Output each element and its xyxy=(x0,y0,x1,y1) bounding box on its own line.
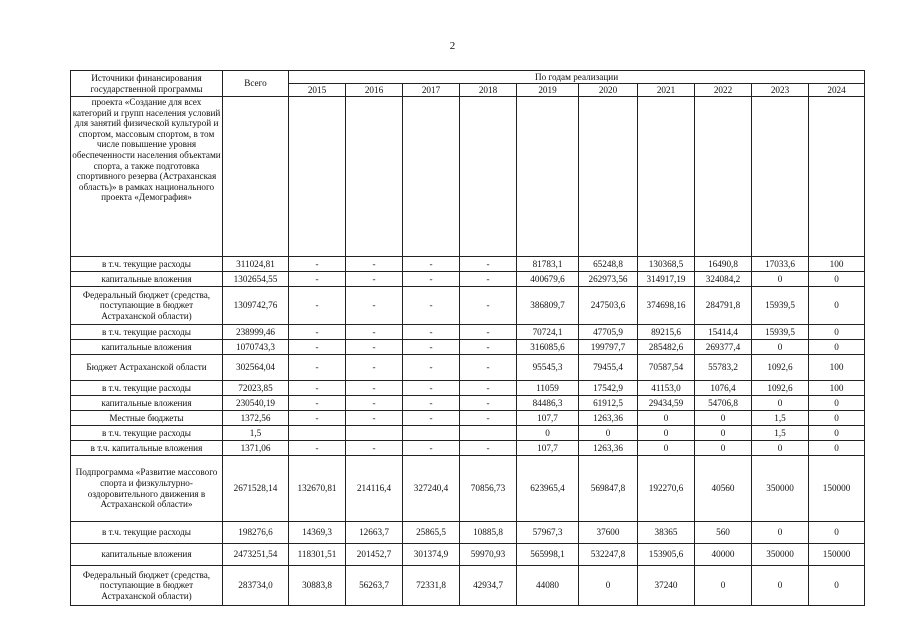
row-value: - xyxy=(346,396,403,411)
header-year: 2022 xyxy=(695,84,752,97)
row-total: 238999,46 xyxy=(223,325,289,340)
row-value: 100 xyxy=(809,257,865,272)
row-value: 70724,1 xyxy=(517,325,579,340)
row-value: 56263,7 xyxy=(346,566,403,606)
row-value: 79455,4 xyxy=(579,355,638,381)
row-value: 0 xyxy=(695,426,752,441)
row-value: 0 xyxy=(809,522,865,544)
row-value: 1092,6 xyxy=(752,355,809,381)
row-value xyxy=(809,97,865,257)
row-value: 37240 xyxy=(638,566,695,606)
row-value: - xyxy=(289,396,346,411)
row-value: 40000 xyxy=(695,544,752,566)
row-label: капитальные вложения xyxy=(71,340,223,355)
row-value: 17033,6 xyxy=(752,257,809,272)
row-total: 311024,81 xyxy=(223,257,289,272)
row-value xyxy=(695,97,752,257)
header-total: Всего xyxy=(223,71,289,97)
row-value: 247503,6 xyxy=(579,287,638,325)
header-year: 2020 xyxy=(579,84,638,97)
row-value: 284791,8 xyxy=(695,287,752,325)
row-value: 374698,16 xyxy=(638,287,695,325)
row-value: 100 xyxy=(809,381,865,396)
row-value xyxy=(403,97,460,257)
row-value: - xyxy=(403,257,460,272)
row-value: 386809,7 xyxy=(517,287,579,325)
row-value: - xyxy=(460,287,517,325)
row-label: в т.ч. текущие расходы xyxy=(71,257,223,272)
row-value: - xyxy=(460,340,517,355)
table-row xyxy=(71,441,865,456)
row-total xyxy=(223,97,289,257)
row-value: 107,7 xyxy=(517,441,579,456)
row-value: 57967,3 xyxy=(517,522,579,544)
row-value: - xyxy=(346,411,403,426)
table-body xyxy=(71,97,865,606)
row-value: 107,7 xyxy=(517,411,579,426)
row-value: - xyxy=(289,287,346,325)
row-value: 0 xyxy=(809,426,865,441)
row-total: 2671528,14 xyxy=(223,456,289,522)
row-value: 153905,6 xyxy=(638,544,695,566)
row-value: - xyxy=(403,287,460,325)
row-value: 0 xyxy=(695,566,752,606)
row-value: 560 xyxy=(695,522,752,544)
row-value: - xyxy=(289,325,346,340)
header-year: 2023 xyxy=(752,84,809,97)
row-value: - xyxy=(346,355,403,381)
row-value: - xyxy=(346,441,403,456)
table-row xyxy=(71,381,865,396)
row-value: 29434,59 xyxy=(638,396,695,411)
row-value xyxy=(752,97,809,257)
row-label: Местные бюджеты xyxy=(71,411,223,426)
row-value: 15939,5 xyxy=(752,287,809,325)
row-total: 1302654,55 xyxy=(223,272,289,287)
row-value: - xyxy=(403,340,460,355)
row-value: 12663,7 xyxy=(346,522,403,544)
row-value: 0 xyxy=(809,325,865,340)
row-value: 0 xyxy=(579,426,638,441)
row-value: 38365 xyxy=(638,522,695,544)
row-value: 11059 xyxy=(517,381,579,396)
header-year: 2021 xyxy=(638,84,695,97)
row-value: 65248,8 xyxy=(579,257,638,272)
row-value: - xyxy=(403,381,460,396)
row-value: 532247,8 xyxy=(579,544,638,566)
row-value: - xyxy=(289,272,346,287)
row-label: в т.ч. текущие расходы xyxy=(71,426,223,441)
row-value: - xyxy=(346,325,403,340)
row-label: капитальные вложения xyxy=(71,396,223,411)
table-row xyxy=(71,411,865,426)
row-value: 0 xyxy=(752,566,809,606)
row-value: 118301,51 xyxy=(289,544,346,566)
row-value: 72331,8 xyxy=(403,566,460,606)
row-value: 1076,4 xyxy=(695,381,752,396)
row-value xyxy=(460,97,517,257)
row-label: в т.ч. текущие расходы xyxy=(71,381,223,396)
table-row xyxy=(71,340,865,355)
row-value: - xyxy=(289,381,346,396)
table-row xyxy=(71,396,865,411)
row-value xyxy=(403,426,460,441)
row-value: 1263,36 xyxy=(579,441,638,456)
row-value: - xyxy=(346,381,403,396)
row-value: 1,5 xyxy=(752,411,809,426)
row-value: 0 xyxy=(517,426,579,441)
header-year: 2018 xyxy=(460,84,517,97)
table-row xyxy=(71,522,865,544)
row-value xyxy=(460,426,517,441)
row-value: 130368,5 xyxy=(638,257,695,272)
row-value: 55783,2 xyxy=(695,355,752,381)
row-value: 100 xyxy=(809,355,865,381)
row-value: 0 xyxy=(752,441,809,456)
row-value xyxy=(517,97,579,257)
row-value: 30883,8 xyxy=(289,566,346,606)
row-value xyxy=(289,97,346,257)
row-value: 262973,56 xyxy=(579,272,638,287)
table-header xyxy=(71,71,865,97)
row-total: 1309742,76 xyxy=(223,287,289,325)
row-value: - xyxy=(289,257,346,272)
row-value: 192270,6 xyxy=(638,456,695,522)
row-value: - xyxy=(346,287,403,325)
row-value xyxy=(289,426,346,441)
row-value: 0 xyxy=(638,411,695,426)
row-total: 302564,04 xyxy=(223,355,289,381)
row-value: - xyxy=(460,272,517,287)
row-label: в т.ч. текущие расходы xyxy=(71,522,223,544)
row-value: 0 xyxy=(752,522,809,544)
row-total: 1070743,3 xyxy=(223,340,289,355)
row-value xyxy=(346,97,403,257)
page-number: 2 xyxy=(449,40,456,52)
row-value: 150000 xyxy=(809,456,865,522)
row-total: 1,5 xyxy=(223,426,289,441)
row-value: 0 xyxy=(809,396,865,411)
row-value: - xyxy=(403,325,460,340)
row-value: - xyxy=(346,257,403,272)
row-value: - xyxy=(289,411,346,426)
row-label: Федеральный бюджет (средства, поступающие в бюджет Астраханской области) xyxy=(71,566,223,606)
row-value: 0 xyxy=(638,441,695,456)
row-value: 0 xyxy=(695,411,752,426)
row-value: 400679,6 xyxy=(517,272,579,287)
row-value: 0 xyxy=(752,396,809,411)
row-value: - xyxy=(403,272,460,287)
row-value: 0 xyxy=(809,411,865,426)
row-value: 201452,7 xyxy=(346,544,403,566)
row-value: 16490,8 xyxy=(695,257,752,272)
row-label: капитальные вложения xyxy=(71,544,223,566)
row-value: 40560 xyxy=(695,456,752,522)
row-value: - xyxy=(403,396,460,411)
row-value: - xyxy=(460,355,517,381)
row-value xyxy=(638,97,695,257)
row-label: в т.ч. капитальные вложения xyxy=(71,441,223,456)
row-value: 324084,2 xyxy=(695,272,752,287)
row-value: - xyxy=(460,381,517,396)
row-value: 47705,9 xyxy=(579,325,638,340)
row-value: 25865,5 xyxy=(403,522,460,544)
row-value: 95545,3 xyxy=(517,355,579,381)
row-value: - xyxy=(460,257,517,272)
row-value: 15939,5 xyxy=(752,325,809,340)
row-label: Бюджет Астраханской области xyxy=(71,355,223,381)
row-value: - xyxy=(289,340,346,355)
table-row xyxy=(71,325,865,340)
row-total: 230540,19 xyxy=(223,396,289,411)
row-value: - xyxy=(403,441,460,456)
row-value: - xyxy=(403,411,460,426)
row-value: 44080 xyxy=(517,566,579,606)
row-value xyxy=(579,97,638,257)
row-label: проекта «Создание для всех категорий и групп населения условий для занятий физической культурой и спортом, массовым спортом, в том числе повышение уровня обеспеченности населения объектами спорта, а также подготовка спортивного резерва (Астраханская область)» в рамках национального проекта «Демография» xyxy=(71,97,223,257)
row-value: - xyxy=(460,441,517,456)
row-value: 54706,8 xyxy=(695,396,752,411)
row-value: 1263,36 xyxy=(579,411,638,426)
row-value: - xyxy=(346,272,403,287)
row-value: 0 xyxy=(809,272,865,287)
row-value: 350000 xyxy=(752,544,809,566)
row-value: 0 xyxy=(579,566,638,606)
row-value: 15414,4 xyxy=(695,325,752,340)
header-source: Источники финансирования государственной программы xyxy=(71,71,223,97)
financing-table xyxy=(70,70,865,606)
row-value: - xyxy=(460,411,517,426)
row-value: 1,5 xyxy=(752,426,809,441)
row-value: 350000 xyxy=(752,456,809,522)
row-value: - xyxy=(289,441,346,456)
row-value: 150000 xyxy=(809,544,865,566)
row-value: 81783,1 xyxy=(517,257,579,272)
row-value: 0 xyxy=(695,441,752,456)
row-value: 17542,9 xyxy=(579,381,638,396)
row-value: 132670,81 xyxy=(289,456,346,522)
row-value: 0 xyxy=(809,441,865,456)
row-value: 569847,8 xyxy=(579,456,638,522)
row-value: - xyxy=(346,340,403,355)
row-value: - xyxy=(460,396,517,411)
row-value: 285482,6 xyxy=(638,340,695,355)
row-label: в т.ч. текущие расходы xyxy=(71,325,223,340)
table-row xyxy=(71,257,865,272)
row-total: 1371,06 xyxy=(223,441,289,456)
row-value: 70587,54 xyxy=(638,355,695,381)
row-value: 59970,93 xyxy=(460,544,517,566)
table-row xyxy=(71,426,865,441)
row-total: 198276,6 xyxy=(223,522,289,544)
row-value: 269377,4 xyxy=(695,340,752,355)
row-value: 316085,6 xyxy=(517,340,579,355)
row-value: - xyxy=(460,325,517,340)
table-row xyxy=(71,456,865,522)
table-row xyxy=(71,544,865,566)
row-label: Федеральный бюджет (средства, поступающие в бюджет Астраханской области) xyxy=(71,287,223,325)
row-value: 301374,9 xyxy=(403,544,460,566)
row-label: капитальные вложения xyxy=(71,272,223,287)
table-row xyxy=(71,566,865,606)
row-value xyxy=(346,426,403,441)
header-years-group: По годам реализации xyxy=(289,71,865,84)
header-year: 2024 xyxy=(809,84,865,97)
row-label: Подпрограмма «Развитие массового спорта и физкультурно-оздоровительного движения в Астраханской области» xyxy=(71,456,223,522)
row-value: 84486,3 xyxy=(517,396,579,411)
row-value: 70856,73 xyxy=(460,456,517,522)
row-total: 283734,0 xyxy=(223,566,289,606)
header-year: 2017 xyxy=(403,84,460,97)
table-row xyxy=(71,97,865,257)
row-value: 0 xyxy=(638,426,695,441)
row-value: - xyxy=(289,355,346,381)
row-value: 10885,8 xyxy=(460,522,517,544)
header-year: 2016 xyxy=(346,84,403,97)
header-year: 2019 xyxy=(517,84,579,97)
header-year: 2015 xyxy=(289,84,346,97)
table-row xyxy=(71,355,865,381)
row-value: 89215,6 xyxy=(638,325,695,340)
row-total: 72023,85 xyxy=(223,381,289,396)
row-value: - xyxy=(403,355,460,381)
row-value: 314917,19 xyxy=(638,272,695,287)
row-value: 37600 xyxy=(579,522,638,544)
row-value: 0 xyxy=(809,566,865,606)
row-value: 14369,3 xyxy=(289,522,346,544)
row-value: 0 xyxy=(752,272,809,287)
row-value: 214116,4 xyxy=(346,456,403,522)
row-value: 41153,0 xyxy=(638,381,695,396)
row-total: 2473251,54 xyxy=(223,544,289,566)
row-value: 0 xyxy=(752,340,809,355)
row-value: 623965,4 xyxy=(517,456,579,522)
row-value: 1092,6 xyxy=(752,381,809,396)
row-value: 327240,4 xyxy=(403,456,460,522)
row-value: 42934,7 xyxy=(460,566,517,606)
row-value: 0 xyxy=(809,287,865,325)
row-value: 61912,5 xyxy=(579,396,638,411)
table-row xyxy=(71,287,865,325)
row-value: 199797,7 xyxy=(579,340,638,355)
row-value: 565998,1 xyxy=(517,544,579,566)
row-value: 0 xyxy=(809,340,865,355)
row-total: 1372,56 xyxy=(223,411,289,426)
table-row xyxy=(71,272,865,287)
